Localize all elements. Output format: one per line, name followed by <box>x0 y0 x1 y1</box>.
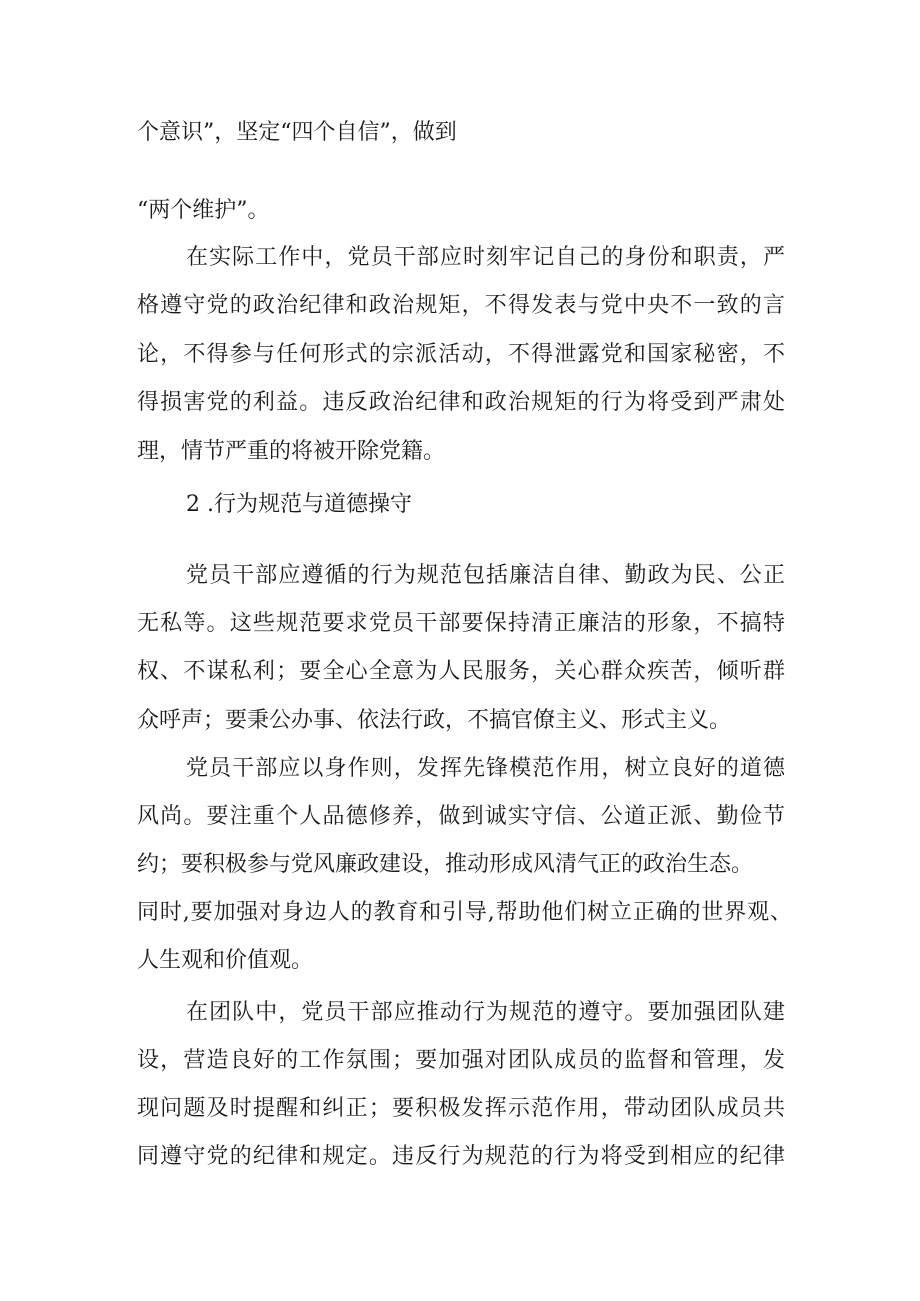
text-line: 个意识”，坚定“四个自信”，做到 <box>137 120 457 145</box>
text-line: 同遵守党的纪律和规定。违反行为规范的行为将受到相应的纪律 <box>137 1144 785 1169</box>
text-line: 权、不谋私利；要全心全意为人民服务，关心群众疾苦，倾听群 <box>137 659 785 684</box>
text-line: 得损害党的利益。违反政治纪律和政治规矩的行为将受到严肃处 <box>137 390 785 415</box>
section-heading: 2 .行为规范与道德操守 <box>186 492 412 517</box>
text-line: 现问题及时提醒和纠正；要积极发挥示范作用，带动团队成员共 <box>137 1096 785 1121</box>
text-line: 风尚。要注重个人品德修养，做到诚实守信、公道正派、勤俭节 <box>137 804 785 829</box>
text-line: 众呼声；要秉公办事、依法行政，不搞官僚主义、形式主义。 <box>137 708 732 733</box>
paragraph-first-line: 党员干部应遵循的行为规范包括廉洁自律、勤政为民、公正 <box>186 563 785 588</box>
text-line: 设，营造良好的工作氛围；要加强对团队成员的监督和管理，发 <box>137 1048 785 1073</box>
text-line: 论，不得参与任何形式的宗派活动，不得泄露党和国家秘密，不 <box>137 342 785 367</box>
paragraph-first-line: 在实际工作中，党员干部应时刻牢记自己的身份和职责，严 <box>186 245 785 270</box>
text-line: 约；要积极参与党风廉政建设，推动形成风清气正的政治生态。 <box>137 852 754 877</box>
paragraph-first-line: 党员干部应以身作则，发挥先锋模范作用，树立良好的道德 <box>186 756 785 781</box>
text-line: 人生观和价值观。 <box>137 948 314 973</box>
text-line: 无私等。这些规范要求党员干部要保持清正廉洁的形象，不搞特 <box>137 611 785 636</box>
paragraph-first-line: 在团队中，党员干部应推动行为规范的遵守。要加强团队建 <box>186 1000 785 1025</box>
text-line: 理，情节严重的将被开除党籍。 <box>137 439 446 464</box>
text-line: 同时,要加强对身边人的教育和引导,帮助他们树立正确的世界观、 <box>137 900 792 925</box>
text-line: 格遵守党的政治纪律和政治规矩，不得发表与党中央不一致的言 <box>137 293 785 318</box>
text-line: “两个维护”。 <box>137 198 270 223</box>
